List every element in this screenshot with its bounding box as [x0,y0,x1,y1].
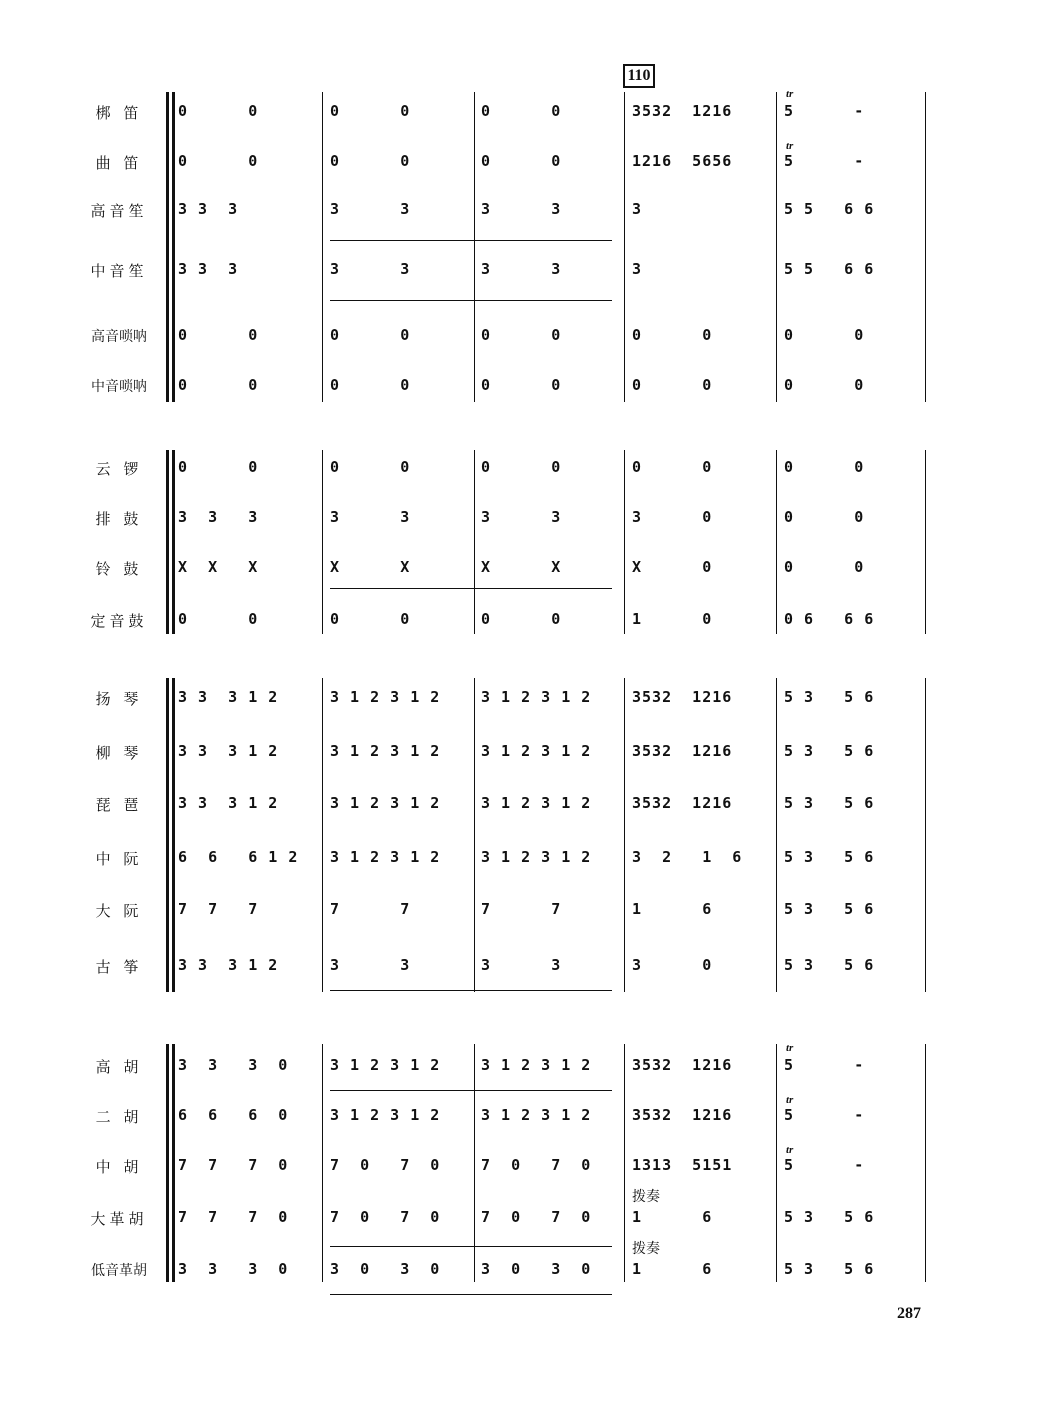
bar-line [322,678,323,992]
bar-line [925,678,926,992]
system-bracket [166,450,169,634]
notation-cell: 0 0 [330,102,411,120]
notation-cell: 5 - [784,152,865,170]
notation-cell: 6 6 6 0 [178,1106,289,1124]
notation-cell: 3 3 [481,508,562,526]
page-number: 287 [897,1305,921,1322]
bar-line [776,1044,777,1282]
instrument-label: 琵 琶 [95,796,143,814]
instrument-label: 大革胡 [90,1210,148,1228]
notation-cell: 5 - [784,1056,865,1074]
notation-cell: 0 0 [784,326,865,344]
notation-cell: 3532 1216 [632,1106,733,1124]
bar-line [474,92,475,402]
notation-cell: 3 3 3 1 2 [178,794,279,812]
notation-cell: 0 0 [632,376,713,394]
notation-cell: 0 0 [330,152,411,170]
notation-cell: 3 2 1 6 [632,848,743,866]
beam-rule [330,300,612,301]
notation-cell: 0 0 [330,326,411,344]
notation-cell: 3 1 2 3 1 2 [330,1106,441,1124]
bar-line [624,92,625,402]
notation-cell: 3532 1216 [632,688,733,706]
notation-cell: 3 3 [330,260,411,278]
notation-cell: 6 6 6 1 2 [178,848,299,866]
notation-cell: 3532 1216 [632,742,733,760]
notation-cell: 3 1 2 3 1 2 [481,742,592,760]
instrument-label: 梆 笛 [95,104,143,122]
instrument-label: 低音革胡 [91,1263,147,1279]
bar-line [776,678,777,992]
notation-cell: 3 1 2 3 1 2 [481,1056,592,1074]
notation-cell: 7 7 [330,900,411,918]
beam-rule [330,990,612,991]
notation-cell: 3 1 2 3 1 2 [330,742,441,760]
beam-rule [330,1246,612,1247]
bar-line [925,1044,926,1282]
notation-cell: 5 3 5 6 [784,794,875,812]
bar-line [322,1044,323,1282]
notation-cell: 1 6 [632,1208,713,1226]
notation-cell: 7 0 7 0 [330,1156,441,1174]
trill-mark: tr [786,1144,794,1156]
notation-cell: 3 1 2 3 1 2 [330,848,441,866]
trill-mark: tr [786,1042,794,1054]
notation-cell: 5 3 5 6 [784,956,875,974]
notation-cell: 3 0 3 0 [481,1260,592,1278]
notation-cell: 0 0 [784,558,865,576]
instrument-label: 大 阮 [95,902,143,920]
notation-cell: X X [330,558,411,576]
notation-cell: 7 7 7 0 [178,1208,289,1226]
notation-cell: 0 0 [481,458,562,476]
notation-cell: 0 0 [632,458,713,476]
trill-mark: tr [786,140,794,152]
bar-line [172,92,175,402]
notation-cell: 3 0 [632,508,713,526]
notation-cell: 0 0 [330,610,411,628]
notation-cell: 0 6 6 6 [784,610,875,628]
bar-line [624,450,625,634]
notation-cell: 1 0 [632,610,713,628]
notation-cell: 5 - [784,1106,865,1124]
bar-line [322,92,323,402]
system-bracket [166,92,169,402]
notation-cell: 5 - [784,102,865,120]
notation-cell: 3 1 2 3 1 2 [481,1106,592,1124]
instrument-label: 排 鼓 [95,510,143,528]
notation-cell: 3 3 3 1 2 [178,688,279,706]
notation-cell: 3 3 3 [178,260,239,278]
notation-cell: 3 3 3 [178,508,259,526]
instrument-label: 二 胡 [95,1108,143,1126]
notation-cell: 0 0 [481,376,562,394]
instrument-label: 扬 琴 [95,690,143,708]
notation-cell: 1 6 [632,900,713,918]
bar-line [474,450,475,634]
notation-cell: 3 3 [481,260,562,278]
notation-cell: 0 0 [784,508,865,526]
beam-rule [330,588,612,589]
instrument-label: 中音笙 [90,262,148,280]
notation-cell: 0 0 [481,610,562,628]
notation-cell: 3 3 [481,200,562,218]
instrument-label: 曲 笛 [95,154,143,172]
notation-cell: 3 3 3 1 2 [178,742,279,760]
notation-cell: 3 3 3 [178,200,239,218]
notation-cell: X X X [178,558,259,576]
notation-cell: 3 3 3 0 [178,1260,289,1278]
bar-line [172,678,175,992]
instrument-label: 中音唢呐 [91,379,147,395]
bar-line [776,450,777,634]
notation-cell: 3 [632,200,643,218]
notation-cell: 0 0 [178,152,259,170]
instrument-label: 高音笙 [90,202,148,220]
bar-line [172,450,175,634]
notation-cell: 7 7 [481,900,562,918]
notation-cell: 0 0 [632,326,713,344]
notation-cell: X 0 [632,558,713,576]
notation-cell: 3 3 3 0 [178,1056,289,1074]
instrument-label: 柳 琴 [95,744,143,762]
beam-rule [330,1294,612,1295]
instrument-label: 高音唢呐 [91,329,147,345]
notation-cell: 3 3 3 1 2 [178,956,279,974]
notation-cell: 3 3 [330,200,411,218]
instrument-label: 云 锣 [95,460,143,478]
pizzicato-mark: 拨奏 [632,1241,660,1257]
bar-line [776,92,777,402]
notation-cell: 5 3 5 6 [784,900,875,918]
notation-cell: 7 7 7 0 [178,1156,289,1174]
notation-cell: 5 3 5 6 [784,1260,875,1278]
trill-mark: tr [786,1094,794,1106]
notation-cell: 3 1 2 3 1 2 [330,1056,441,1074]
notation-cell: 3 1 2 3 1 2 [330,688,441,706]
notation-cell: 5 3 5 6 [784,742,875,760]
notation-cell: 5 5 6 6 [784,260,875,278]
notation-cell: 7 0 7 0 [481,1208,592,1226]
notation-cell: 3 3 [330,508,411,526]
bar-line [624,1044,625,1282]
notation-cell: 1 6 [632,1260,713,1278]
notation-cell: 0 0 [481,152,562,170]
bar-line [925,92,926,402]
rehearsal-mark: 110 [623,64,655,88]
notation-cell: 3532 1216 [632,1056,733,1074]
notation-cell: 5 - [784,1156,865,1174]
notation-cell: 0 0 [330,376,411,394]
notation-cell: 0 0 [784,458,865,476]
notation-cell: 5 3 5 6 [784,848,875,866]
system-bracket [166,678,169,992]
notation-cell: X X [481,558,562,576]
notation-cell: 5 3 5 6 [784,1208,875,1226]
notation-cell: 3 1 2 3 1 2 [330,794,441,812]
bar-line [925,450,926,634]
notation-cell: 3 1 2 3 1 2 [481,848,592,866]
notation-cell: 0 0 [178,376,259,394]
notation-cell: 3532 1216 [632,794,733,812]
pizzicato-mark: 拨奏 [632,1189,660,1205]
bar-line [624,678,625,992]
notation-cell: 3 0 [632,956,713,974]
bar-line [474,678,475,992]
notation-cell: 1216 5656 [632,152,733,170]
bar-line [322,450,323,634]
notation-cell: 3 3 [481,956,562,974]
notation-cell: 3 0 3 0 [330,1260,441,1278]
notation-cell: 0 0 [481,102,562,120]
notation-cell: 3 1 2 3 1 2 [481,794,592,812]
instrument-label: 古 筝 [95,958,143,976]
bar-line [172,1044,175,1282]
notation-cell: 0 0 [481,326,562,344]
notation-cell: 0 0 [784,376,865,394]
notation-cell: 3 [632,260,643,278]
notation-cell: 3532 1216 [632,102,733,120]
notation-cell: 0 0 [178,458,259,476]
notation-cell: 3 3 [330,956,411,974]
trill-mark: tr [786,88,794,100]
notation-cell: 7 7 7 [178,900,259,918]
notation-cell: 3 1 2 3 1 2 [481,688,592,706]
instrument-label: 高 胡 [95,1058,143,1076]
notation-cell: 1313 5151 [632,1156,733,1174]
notation-cell: 0 0 [178,326,259,344]
notation-cell: 0 0 [178,102,259,120]
notation-cell: 7 0 7 0 [330,1208,441,1226]
beam-rule [330,240,612,241]
beam-rule [330,1090,612,1091]
notation-cell: 5 5 6 6 [784,200,875,218]
instrument-label: 中 阮 [95,850,143,868]
system-bracket [166,1044,169,1282]
instrument-label: 铃 鼓 [95,560,143,578]
notation-cell: 0 0 [178,610,259,628]
notation-cell: 5 3 5 6 [784,688,875,706]
instrument-label: 中 胡 [95,1158,143,1176]
notation-cell: 7 0 7 0 [481,1156,592,1174]
notation-cell: 0 0 [330,458,411,476]
instrument-label: 定音鼓 [90,612,148,630]
